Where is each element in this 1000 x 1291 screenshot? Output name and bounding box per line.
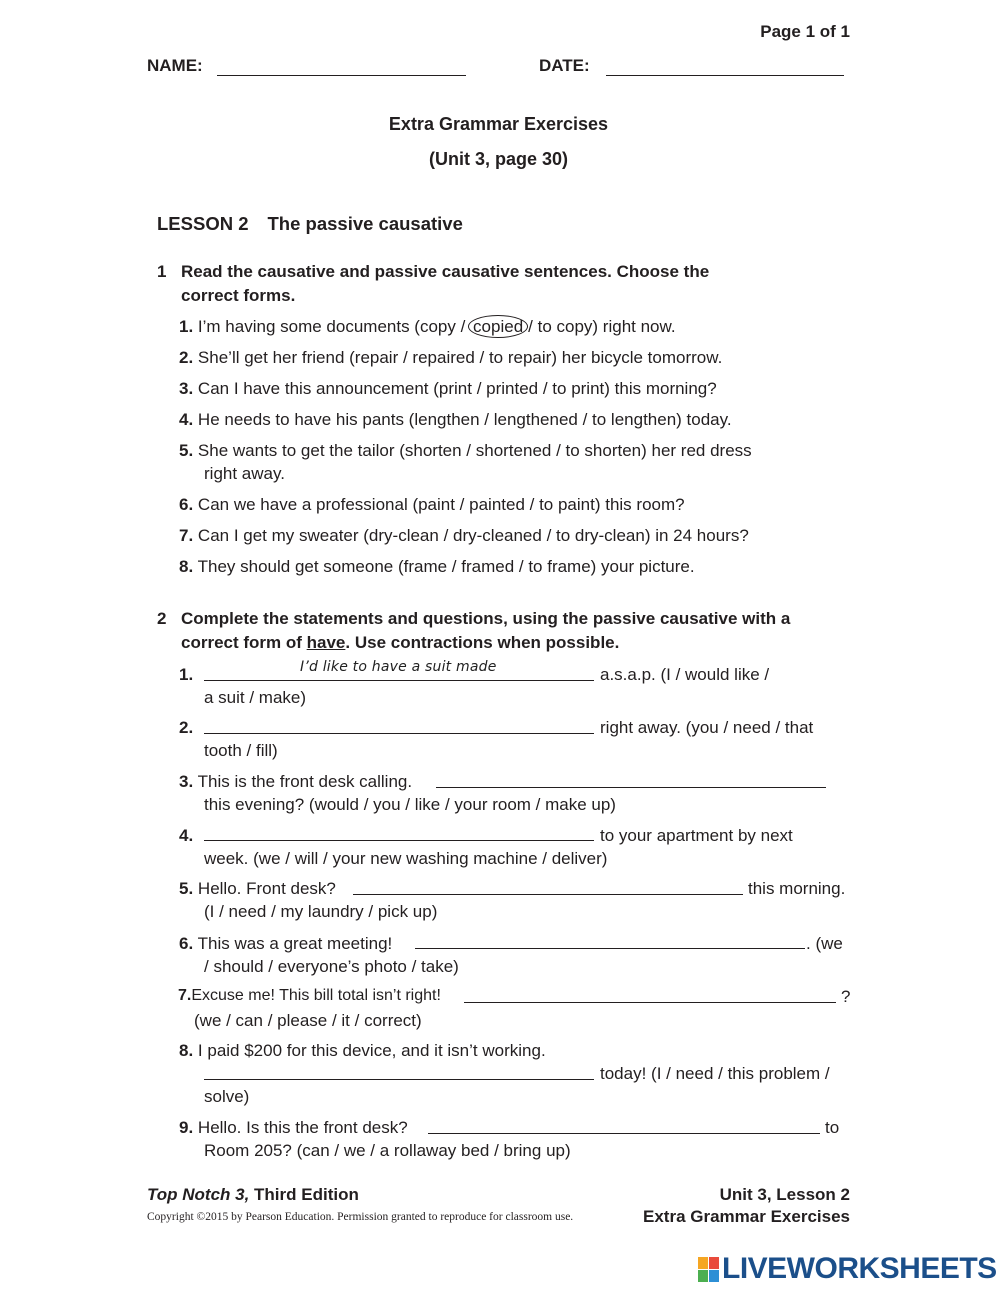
ex1-instruction-line2: correct forms. (181, 286, 296, 305)
item-number: 6. (179, 495, 194, 514)
item-number: 8. (179, 557, 194, 576)
ex2-item-6-blank[interactable] (415, 930, 805, 949)
item-text: She’ll get her friend (repair / repaired / to repair) her bicycle tomorrow. (197, 348, 723, 367)
name-field[interactable] (217, 58, 466, 76)
item-number: 3. (179, 379, 194, 398)
page-subtitle: (Unit 3, page 30) (428, 149, 569, 169)
ex2-item-6 (179, 934, 392, 954)
item-before: This was a great meeting! (197, 934, 393, 953)
ex1-item-7 (179, 526, 749, 546)
item-text: He needs to have his pants (lengthen / lengthened / to lengthen) today. (197, 410, 732, 429)
item-number: 8. (179, 1041, 194, 1060)
handwritten-answer: I’d like to have a suit made (300, 659, 497, 675)
book-edition: Third Edition (249, 1185, 359, 1204)
item-text: Can I get my sweater (dry-clean / dry-cleaned / to dry-clean) in 24 hours? (197, 526, 749, 545)
item-number: 7. (178, 987, 192, 1004)
ex2-item-5-line2: (I / need / my laundry / pick up) (204, 902, 438, 921)
ex1-item-5-cont: right away. (204, 464, 285, 483)
ex2-item-1-blank[interactable] (204, 661, 594, 681)
ex2-item-2-line2: tooth / fill) (204, 741, 278, 760)
ex1-number: 1 (157, 262, 167, 281)
ex2-instruction-line1: Complete the statements and questions, using the passive causative with a (181, 609, 791, 628)
instr-have: have (306, 633, 346, 652)
ex2-item-8 (179, 1041, 546, 1061)
brand-name: LIVEWORKSHEETS (722, 1252, 997, 1285)
item-number: 3. (179, 772, 194, 791)
ex1-item-4 (179, 410, 732, 430)
name-label: NAME: (147, 56, 203, 75)
page-title: Extra Grammar Exercises (388, 114, 609, 134)
ex2-item-9-blank[interactable] (428, 1115, 820, 1134)
instr-text: correct form of (181, 633, 307, 652)
footer-book (147, 1185, 359, 1205)
ex2-item-6-line2: / should / everyone’s photo / take) (204, 957, 459, 976)
ex1-item-2 (179, 348, 722, 368)
ex2-item-6-after: . (we (806, 934, 843, 953)
ex2-item-1-line2: a suit / make) (204, 688, 307, 707)
item-text: Can we have a professional (paint / painted / to paint) this room? (197, 495, 685, 514)
book-title: Top Notch 3, (147, 1185, 250, 1204)
item-text: She wants to get the tailor (shorten / shortened / to shorten) her red dress (197, 441, 752, 460)
ex2-number: 2 (157, 609, 167, 628)
ex2-item-7 (178, 987, 441, 1005)
item-before: Excuse me! This bill total isn’t right! (191, 987, 441, 1004)
ex2-item-4-blank[interactable] (204, 822, 594, 841)
item-number: 2. (179, 348, 194, 367)
ex1-item-3 (179, 379, 717, 399)
item-text: Can I have this announcement (print / printed / to print) this morning? (197, 379, 717, 398)
ex2-item-5-blank[interactable] (353, 876, 743, 895)
ex1-item-6 (179, 495, 685, 515)
lesson-title: The passive causative (267, 213, 463, 234)
ex2-item-7-blank[interactable] (464, 984, 836, 1003)
ex2-item-9-after: to (825, 1118, 840, 1137)
ex2-item-4-line2: week. (we / will / your new washing machine / deliver) (204, 849, 608, 868)
item-number: 5. (179, 879, 194, 898)
item-text: / to copy) right now. (528, 317, 676, 336)
item-number: 5. (179, 441, 194, 460)
ex2-item-4-number: 4. (179, 826, 194, 845)
lesson-label: LESSON 2 (157, 213, 249, 234)
item-before: I paid $200 for this device, and it isn’t working. (197, 1041, 546, 1060)
ex2-item-1-after: a.s.a.p. (I / would like / (600, 665, 770, 684)
date-label: DATE: (539, 56, 590, 75)
ex2-item-2-number: 2. (179, 718, 194, 737)
liveworksheets-logo-icon (698, 1257, 720, 1283)
ex2-item-4-after: to your apartment by next (600, 826, 793, 845)
footer-unit-lesson: Unit 3, Lesson 2 (719, 1185, 850, 1204)
circled-answer[interactable]: copied (468, 315, 528, 338)
ex1-item-5 (179, 441, 752, 461)
ex2-item-2-after: right away. (you / need / that (600, 718, 814, 737)
ex1-instruction-line1: Read the causative and passive causative sentences. Choose the (181, 262, 710, 281)
ex2-item-7-line2: (we / can / please / it / correct) (194, 1011, 422, 1030)
copyright: Copyright ©2015 by Pearson Education. Permission granted to reproduce for classroom use. (147, 1211, 574, 1223)
lesson-heading (157, 213, 463, 235)
ex2-item-8-blank[interactable] (204, 1061, 594, 1080)
item-number: 7. (179, 526, 194, 545)
item-number: 9. (179, 1118, 194, 1137)
ex2-instruction-line2 (181, 633, 619, 653)
item-before: This is the front desk calling. (197, 772, 413, 791)
ex2-item-3-line2: this evening? (would / you / like / your room / make up) (204, 795, 616, 814)
ex2-item-9 (179, 1118, 408, 1138)
ex2-item-8-line3: solve) (204, 1087, 250, 1106)
ex2-item-3 (179, 772, 412, 792)
ex2-item-9-line2: Room 205? (can / we / a rollaway bed / bring up) (204, 1141, 571, 1160)
ex1-item-8 (179, 557, 695, 577)
ex2-item-7-after: ? (841, 987, 851, 1006)
ex2-item-3-blank[interactable] (436, 769, 826, 788)
ex2-item-5 (179, 879, 336, 899)
item-number: 1. (179, 317, 194, 336)
item-before: Hello. Front desk? (197, 879, 336, 898)
item-text: They should get someone (frame / framed / to frame) your picture. (197, 557, 695, 576)
footer-section: Extra Grammar Exercises (643, 1207, 850, 1226)
instr-text: . Use contractions when possible. (345, 633, 620, 652)
item-number: 4. (179, 410, 194, 429)
ex2-item-2-blank[interactable] (204, 715, 594, 734)
item-text: I’m having some documents (copy / (197, 317, 471, 336)
date-field[interactable] (606, 58, 844, 76)
ex1-item-1 (179, 317, 676, 337)
item-before: Hello. Is this the front desk? (197, 1118, 408, 1137)
item-number: 6. (179, 934, 194, 953)
ex2-item-5-after: this morning. (748, 879, 846, 898)
ex2-item-1-number: 1. (179, 665, 194, 684)
ex2-item-8-after: today! (I / need / this problem / (600, 1064, 830, 1083)
page-number: Page 1 of 1 (760, 22, 850, 41)
